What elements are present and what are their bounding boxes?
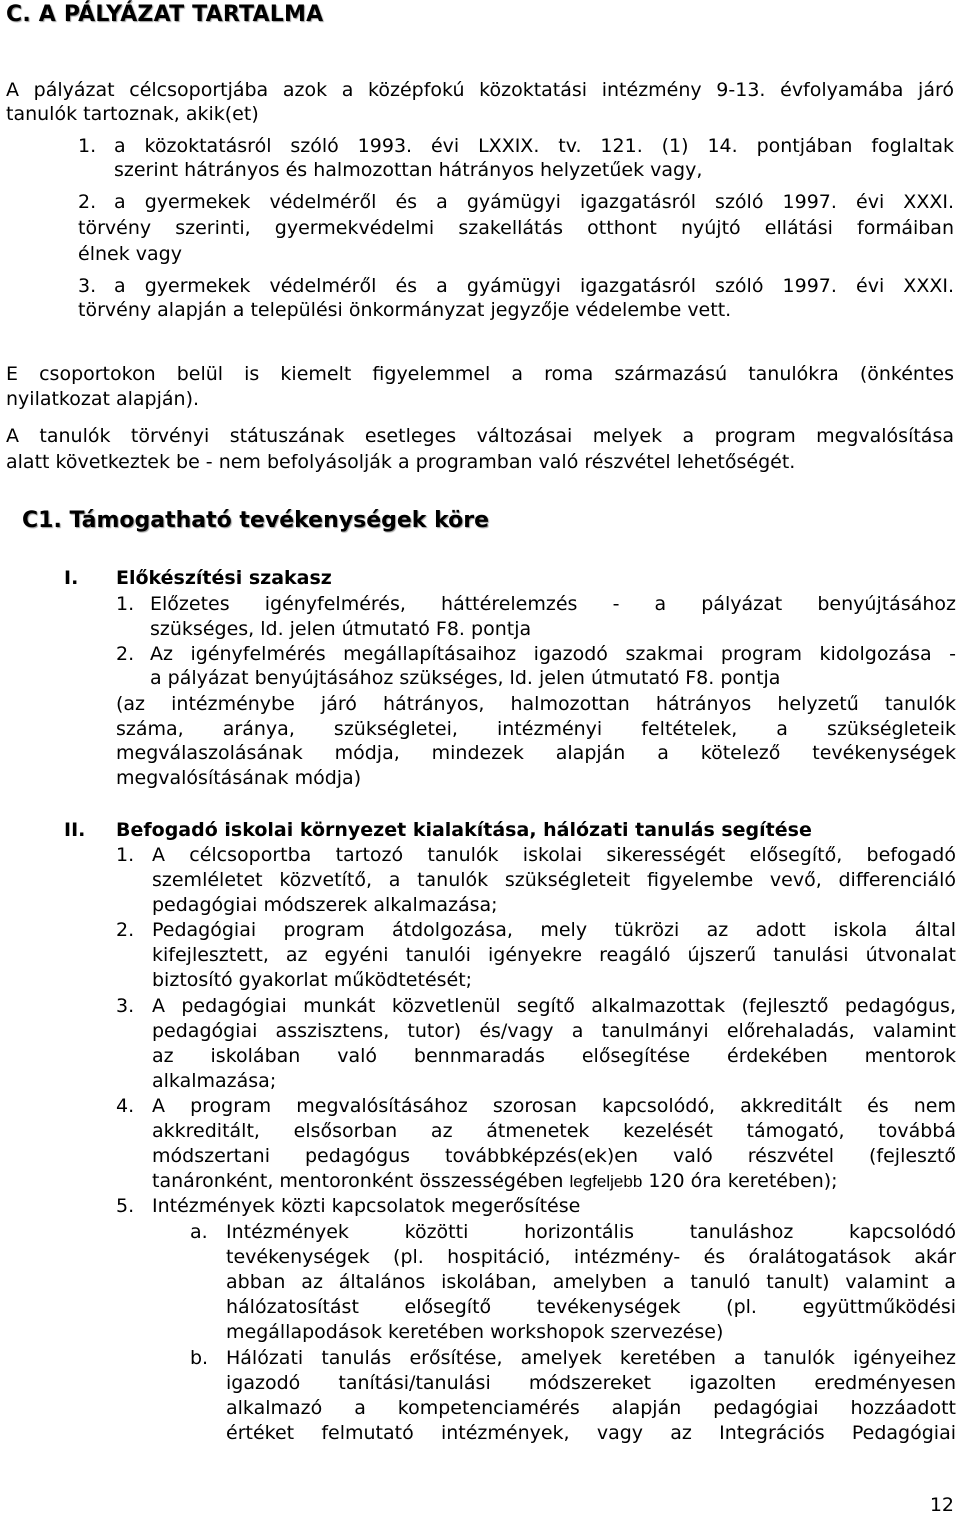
criteria-2-number: 2.: [78, 191, 97, 213]
criteria-3-line-1: a gyermekek védelméről és a gyámügyi igazgatásról szóló 1997. évi XXXI.: [114, 275, 954, 297]
section-1-title: Előkészítési szakasz: [116, 567, 332, 589]
section-2-item-1-line-3: pedagógiai módszerek alkalmazása;: [152, 894, 498, 916]
section-2-item-3-line-4: alkalmazása;: [152, 1070, 277, 1092]
subitem-b-line-4: értéket felmutató intézmények, vagy az Integrációs Pedagógiai: [226, 1422, 956, 1444]
criteria-1-number: 1.: [78, 135, 97, 157]
item-4-text-small: legfeljebb: [569, 1172, 643, 1191]
section-2-title: Befogadó iskolai környezet kialakítása, hálózati tanulás segítése: [116, 819, 812, 841]
page-number: 12: [929, 1494, 954, 1516]
criteria-3-number: 3.: [78, 275, 97, 297]
subitem-b-line-3: alkalmazó a kompetenciamérés alapján pedagógiai hozzáadott: [226, 1397, 956, 1419]
section-1-item-2-line-1: Az igényfelmérés megállapításaihoz igazodó szakmai program kidolgozása -: [150, 643, 956, 665]
section-1-note-line-1: (az intézménybe járó hátrányos, halmozottan hátrányos helyzetű tanulók: [116, 693, 956, 715]
section-2-item-2-number: 2.: [116, 919, 135, 941]
criteria-2-line-3: élnek vagy: [78, 243, 182, 265]
subitem-a-line-1: Intézmények közötti horizontális tanuláshoz kapcsolódó: [226, 1221, 956, 1243]
subitem-b-line-2: igazodó tanítási/tanulási módszereket igazolten eredményesen: [226, 1372, 956, 1394]
criteria-2-line-1: a gyermekek védelméről és a gyámügyi igazgatásról szóló 1997. évi XXXI.: [114, 191, 954, 213]
section-2-item-4-number: 4.: [116, 1095, 135, 1117]
para-status-line-1: A tanulók törvényi státuszának esetleges változásai melyek a program megvalósítása: [6, 425, 954, 447]
subitem-b-line-1: Hálózati tanulás erősítése, amelyek keretében a tanulók igényeihez: [226, 1347, 956, 1369]
criteria-1-line-1: a közoktatásról szóló 1993. évi LXXIX. tv. 121. (1) 14. pontjában foglaltak: [114, 135, 954, 157]
section-2-item-4-line-3: módszertani pedagógus továbbképzés(ek)en való részvétel (fejlesztő: [152, 1145, 956, 1167]
section-1-item-1-line-1: Előzetes igényfelmérés, háttérelemzés - a pályázat benyújtásához: [150, 593, 956, 615]
section-1-item-2-line-2: a pályázat benyújtásához szükséges, ld. jelen útmutató F8. pontja: [150, 667, 781, 689]
section-2-item-2-line-2: kifejlesztett, az egyéni tanulói igényekre reagáló újszerű tanulási útvonalat: [152, 944, 956, 966]
section-2-item-2-line-1: Pedagógiai program átdolgozása, mely tükrözi az adott iskola által: [152, 919, 956, 941]
section-1-item-1-line-2: szükséges, ld. jelen útmutató F8. pontja: [150, 618, 532, 640]
para-roma-line-2: nyilatkozat alapján).: [6, 388, 200, 410]
subitem-a-line-3: abban az általános iskolában, amelyben a tanuló tanult) valamint a: [226, 1271, 956, 1293]
subitem-a-letter: a.: [190, 1221, 208, 1243]
para-status-line-2: alatt következtek be - nem befolyásolják a programban való részvétel lehetőségét.: [6, 451, 796, 473]
section-1-note-line-3: megválaszolásának módja, mindezek alapján a kötelező tevékenységek: [116, 742, 956, 764]
section-2-item-4-line-1: A program megvalósításához szorosan kapcsolódó, akkreditált és nem: [152, 1095, 956, 1117]
item-4-text-pre: tanáronként, mentoronként összességében: [152, 1170, 570, 1192]
criteria-1-line-2: szerint hátrányos és halmozottan hátrányos helyzetűek vagy,: [114, 159, 703, 181]
subsection-title: C1. Támogatható tevékenységek köre: [22, 508, 489, 533]
section-2-item-1-number: 1.: [116, 844, 135, 866]
section-2-item-3-line-3: az iskolában való bennmaradás elősegítése érdekében mentorok: [152, 1045, 956, 1067]
intro-line-1: A pályázat célcsoportjába azok a középfokú közoktatási intézmény 9-13. évfolyamába járó: [6, 79, 954, 101]
subitem-a-line-4: hálózatosítást elősegítő tevékenységek (pl. együttműködési: [226, 1296, 956, 1318]
section-1-item-2-number: 2.: [116, 643, 135, 665]
section-1-item-1-number: 1.: [116, 593, 135, 615]
section-2-item-2-line-3: biztosító gyakorlat működtetését;: [152, 969, 473, 991]
section-2-number: II.: [64, 819, 86, 841]
criteria-3-line-2: törvény alapján a települési önkormányzat jegyzője védelembe vett.: [78, 299, 732, 321]
section-title: C. A PÁLYÁZAT TARTALMA: [6, 2, 324, 27]
item-4-text-post: 120 óra keretében);: [642, 1170, 838, 1192]
section-1-number: I.: [64, 567, 79, 589]
subitem-a-line-2: tevékenységek (pl. hospitáció, intézmény- és óralátogatások akár: [226, 1246, 956, 1268]
section-2-item-4-line-2: akkreditált, elsősorban az átmenetek kezelését támogató, továbbá: [152, 1120, 956, 1142]
section-2-item-5-number: 5.: [116, 1195, 135, 1217]
section-2-item-5-line-1: Intézmények közti kapcsolatok megerősítése: [152, 1195, 581, 1217]
section-2-item-4-line-4: [152, 1169, 838, 1194]
section-2-item-3-number: 3.: [116, 995, 135, 1017]
section-2-item-3-line-2: pedagógiai asszisztens, tutor) és/vagy a tanulmányi előrehaladás, valamint: [152, 1020, 956, 1042]
subitem-a-line-5: megállapodások keretében workshopok szervezése): [226, 1321, 724, 1343]
criteria-2-line-2: törvény szerinti, gyermekvédelmi szakellátás otthont nyújtó ellátási formáiban: [78, 217, 954, 239]
para-roma-line-1: E csoportokon belül is kiemelt figyelemmel a roma származású tanulókra (önkéntes: [6, 363, 954, 385]
section-2-item-3-line-1: A pedagógiai munkát közvetlenül segítő alkalmazottak (fejlesztő pedagógus,: [152, 995, 956, 1017]
intro-line-2: tanulók tartoznak, akik(et): [6, 103, 259, 125]
section-2-item-1-line-2: szemléletet közvetítő, a tanulók szükségleteit figyelembe vevő, differenciáló: [152, 869, 956, 891]
section-1-note-line-4: megvalósításának módja): [116, 767, 362, 789]
section-2-item-1-line-1: A célcsoportba tartozó tanulók iskolai sikerességét elősegítő, befogadó: [152, 844, 956, 866]
section-1-note-line-2: száma, aránya, szükségletei, intézményi feltételek, a szükségleteik: [116, 718, 956, 740]
subitem-b-letter: b.: [190, 1347, 209, 1369]
